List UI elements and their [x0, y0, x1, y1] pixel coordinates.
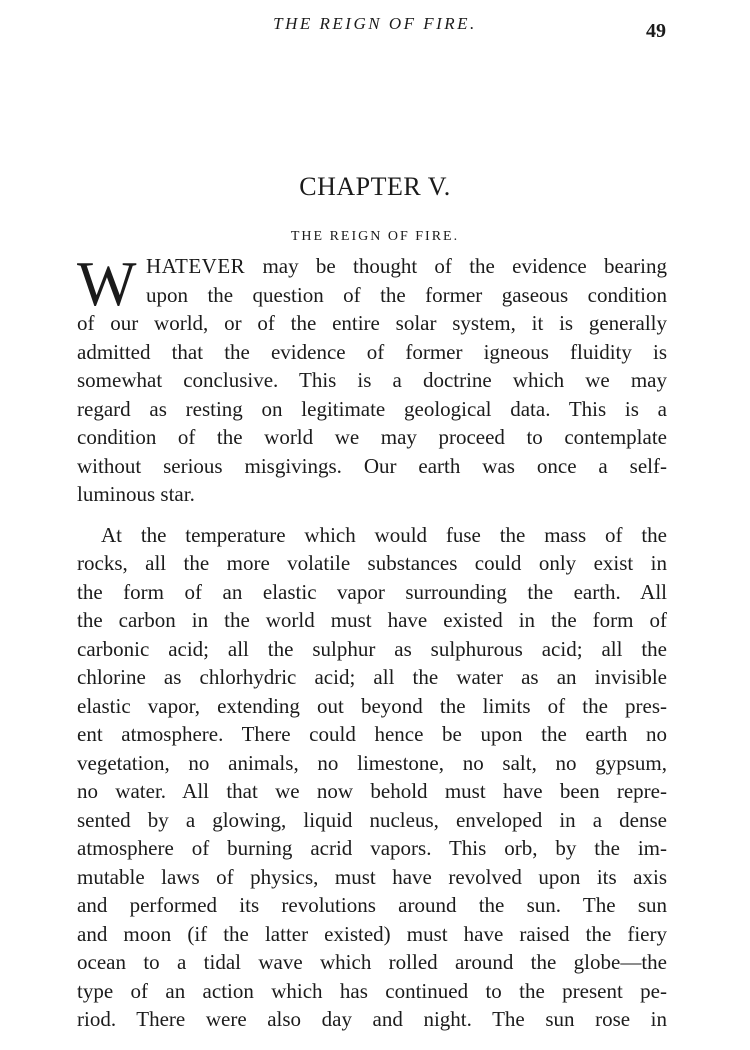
- paragraph-line: type of an action which has continued to the present pe-: [77, 978, 667, 1003]
- paragraph-line: chlorine as chlorhydric acid; all the water as an invisible: [77, 665, 667, 689]
- page-number: 49: [646, 20, 666, 42]
- paragraph-line: condition of the world we may proceed to contemplate: [77, 425, 667, 449]
- paragraph-line: ocean to a tidal wave which rolled around the globe—the: [77, 950, 667, 974]
- paragraph-line: mutable laws of physics, must have revolved upon its axis: [77, 864, 667, 889]
- paragraph-gap: [77, 509, 667, 521]
- paragraph-1: [77, 249, 667, 509]
- chapter-subtitle: THE REIGN OF FIRE.: [290, 229, 460, 244]
- paragraph-line: the form of an elastic vapor surrounding the earth. All: [77, 579, 667, 604]
- chapter-title: CHAPTER V.: [299, 172, 451, 201]
- paragraph-line: and moon (if the latter existed) must have raised the fiery: [77, 921, 667, 946]
- paragraph-line: [77, 252, 667, 281]
- paragraph-line: At the temperature which would fuse the mass of the: [101, 522, 667, 547]
- paragraph-line: no water. All that we now behold must have been repre-: [77, 779, 667, 803]
- paragraph-line: and performed its revolutions around the sun. The sun: [77, 893, 667, 917]
- paragraph-line: riod. There were also day and night. The sun rose in: [77, 1007, 667, 1031]
- paragraph-line: regard as resting on legitimate geological data. This is a: [77, 396, 667, 421]
- paragraph-line: carbonic acid; all the sulphur as sulphurous acid; all the: [77, 636, 667, 661]
- paragraph-line: ent atmosphere. There could hence be upon the earth no: [77, 722, 667, 746]
- paragraph-line: atmosphere of burning acrid vapors. This orb, by the im-: [77, 836, 667, 860]
- running-header: [0, 14, 750, 44]
- paragraph-line: elastic vapor, extending out beyond the limits of the pres-: [77, 693, 667, 718]
- paragraph-line: of our world, or of the entire solar system, it is generally: [77, 311, 667, 335]
- paragraph-line: without serious misgivings. Our earth was once a self-: [77, 453, 667, 478]
- paragraph-line: the carbon in the world must have existed in the form of: [77, 608, 667, 632]
- body-text: [77, 249, 667, 1034]
- drop-cap: W: [77, 249, 135, 319]
- paragraph-line: upon the question of the former gaseous condition: [146, 282, 667, 307]
- paragraph-line: rocks, all the more volatile substances could only exist in: [77, 551, 667, 575]
- opening-word: HATEVER: [146, 254, 246, 278]
- paragraph-line: vegetation, no animals, no limestone, no salt, no gypsum,: [77, 750, 667, 775]
- paragraph-2: [77, 521, 667, 1034]
- opening-line-rest: may be thought of the evidence bearing: [245, 254, 667, 278]
- paragraph-line: somewhat conclusive. This is a doctrine which we may: [77, 368, 667, 392]
- paragraph-line: sented by a glowing, liquid nucleus, enveloped in a dense: [77, 807, 667, 832]
- paragraph-line: luminous star.: [77, 482, 195, 506]
- running-title: THE REIGN OF FIRE.: [273, 14, 477, 33]
- paragraph-line: admitted that the evidence of former igneous fluidity is: [77, 339, 667, 364]
